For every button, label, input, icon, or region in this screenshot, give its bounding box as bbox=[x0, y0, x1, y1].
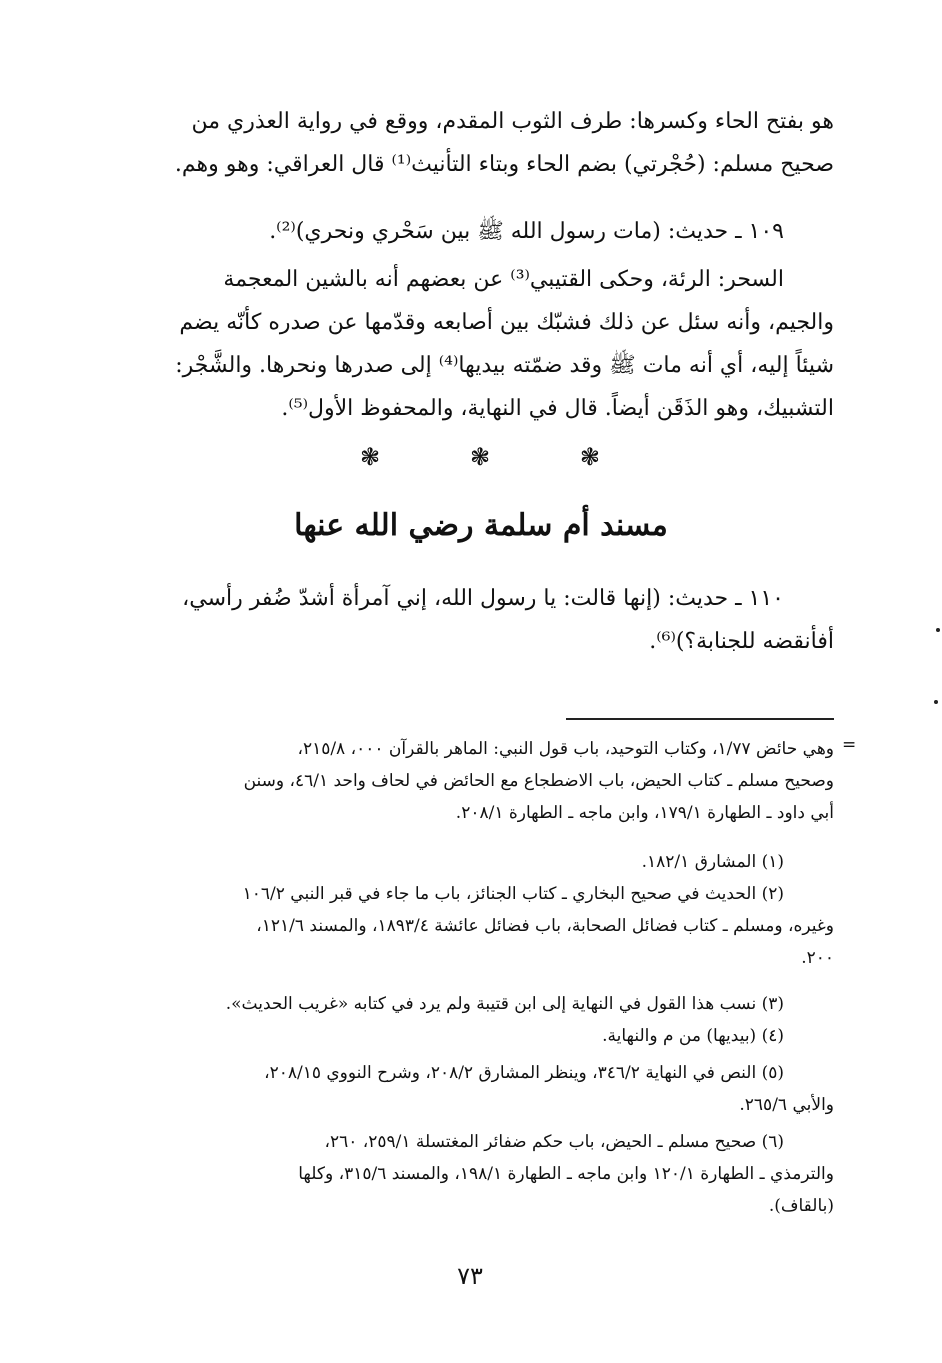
footnote-line: (٢) الحديث في صحيح البخاري ـ كتاب الجنائز، باب ما جاء في قبر النبي ١٠٦/٢ bbox=[242, 884, 784, 904]
scan-speck bbox=[934, 700, 938, 704]
footnote-line: (٥) النص في النهاية ٣٤٦/٢، وينظر المشارق ٢٠٨/٢، وشرح النووي ٢٠٨/١٥، bbox=[264, 1063, 784, 1083]
text-line: السحر: الرئة، وحكى القتيبي⁽³⁾ عن بعضهم أنه بالشين المعجمة bbox=[223, 267, 784, 292]
footnote-line: (١) المشارق ١٨٢/١. bbox=[641, 852, 784, 872]
footnote-3 bbox=[128, 988, 834, 1020]
section-title: مسند أم سلمة رضي الله عنها bbox=[294, 508, 668, 543]
footnote-4 bbox=[128, 1020, 834, 1052]
footnote-line: وغيره، ومسلم ـ كتاب فضائل الصحابة، باب فضائل عائشة ١٨٩٣/٤، والمسند ١٢١/٦، bbox=[256, 916, 834, 936]
footnote-6 bbox=[128, 1126, 834, 1222]
text-line: أفأنقضه للجنابة؟)⁽⁶⁾. bbox=[649, 629, 834, 654]
text-line: صحيح مسلم: (حُجْرتي) بضم الحاء وبتاء التأنيث⁽¹⁾ قال العراقي: وهو وهم. bbox=[174, 152, 834, 177]
ornament-icon: ❃ bbox=[469, 443, 491, 471]
continuation-mark: = bbox=[842, 735, 857, 755]
footnote-line: ٢٠٠. bbox=[801, 948, 834, 968]
ornament-icon: ❃ bbox=[579, 443, 600, 471]
hadith-110 bbox=[128, 577, 834, 663]
footnote-line: والأبي ٢٦٥/٦. bbox=[739, 1095, 834, 1115]
text-line: والجيم، وأنه سئل عن ذلك فشبّك بين أصابعه وقدّمها عن صدره كأنّه يضم bbox=[179, 310, 834, 335]
text-line: التشبيك، وهو الذَقَن أيضاً. قال في النهاية، والمحفوظ الأول⁽⁵⁾. bbox=[281, 396, 834, 421]
footnote-line: (٤) (بيديها) من م والنهاية. bbox=[602, 1026, 784, 1046]
hadith-109 bbox=[128, 210, 834, 253]
footnote-continuation bbox=[128, 733, 834, 829]
section-divider bbox=[360, 443, 600, 471]
footnote-2 bbox=[128, 878, 834, 974]
footnote-line: (بالقاف). bbox=[768, 1196, 834, 1216]
text-line: ١١٠ ـ حديث: (إنها قالت: يا رسول الله، إني آمرأة أشدّ ضُفر رأسي، bbox=[182, 586, 784, 611]
footnote-5 bbox=[128, 1057, 834, 1121]
footnote-line: (٣) نسب هذا القول في النهاية إلى ابن قتيبة ولم يرد في كتابه «غريب الحديث». bbox=[225, 994, 784, 1014]
footnote-1 bbox=[128, 846, 834, 878]
page-number: ٧٣ bbox=[457, 1262, 483, 1290]
footnote-line: وصحيح مسلم ـ كتاب الحيض، باب الاضطجاع مع الحائض في لحاف واحد ٤٦/١، وسنن bbox=[243, 771, 834, 791]
hadith-109-text: ١٠٩ ـ حديث: (مات رسول الله ﷺ بين سَحْري ونحري)⁽²⁾. bbox=[269, 219, 784, 244]
footnote-line: أبي داود ـ الطهارة ١٧٩/١، وابن ماجه ـ الطهارة ٢٠٨/١. bbox=[455, 803, 834, 823]
ornament-icon: ❃ bbox=[360, 443, 381, 471]
paragraph-1 bbox=[128, 100, 834, 186]
footnote-line: والترمذي ـ الطهارة ١٢٠/١ وابن ماجه ـ الطهارة ١٩٨/١، والمسند ٣١٥/٦، وكلها bbox=[298, 1164, 834, 1184]
footnote-line: (٦) صحيح مسلم ـ الحيض، باب حكم ضفائر المغتسلة ٢٥٩/١، ٢٦٠، bbox=[324, 1132, 784, 1152]
footnote-line: وهي حائض ١/٧٧، وكتاب التوحيد، باب قول النبي: الماهر بالقرآن ٠٠٠، ٢١٥/٨، bbox=[297, 739, 834, 759]
paragraph-2 bbox=[128, 258, 834, 430]
footnote-separator bbox=[566, 718, 834, 720]
text-line: شيئاً إليه، أي أنه مات ﷺ وقد ضمّته بيديها⁽⁴⁾ إلى صدرها ونحرها. والشَّجْر: bbox=[175, 353, 834, 378]
scan-speck bbox=[936, 628, 940, 632]
text-line: هو بفتح الحاء وكسرها: طرف الثوب المقدم، ووقع في رواية العذري من bbox=[191, 109, 834, 134]
